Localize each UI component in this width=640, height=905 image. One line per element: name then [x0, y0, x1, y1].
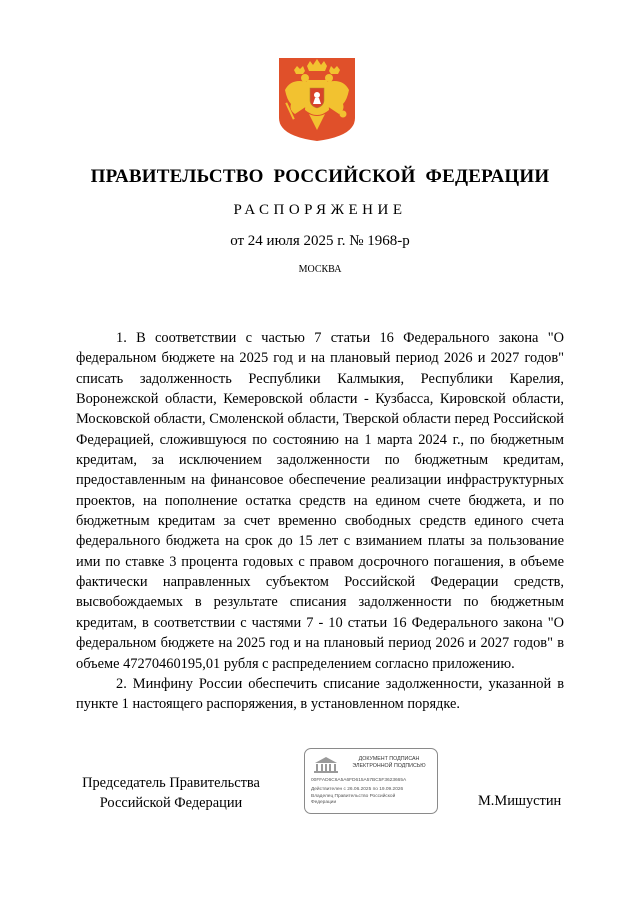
signer-title: [76, 773, 266, 813]
paragraph-1: 1. В соответствии с частью 7 статьи 16 Федерального закона "О федеральном бюджете на 2025 год и на плановый период 2026 и 2027 годов" списать задолженность Республики Калмыкия, Республики Карелия, Воронежской области, Кемеровской области - Кузбасса, Кировской области, Московской области, Смоленской области, Тверской области перед Российской Федерацией, сложившуюся по состоянию на 1 марта 2024 г., по бюджетным кредитам, за исключением задолженности по бюджетным кредитам, предоставленным на финансовое обеспечение реализации инфраструктурных проектов, на пополнение остатка средств на едином счете бюджета, и по бюджетным кредитам за счет временно свободных средств единого счета федерального бюджета на срок до 15 лет с взиманием платы за пользование ими по ставке 3 процента годовых с правом досрочного погашения, в объеме фактически направленных субъектом Российской Федерации средств, высвобождаемых в результате списания задолженности по бюджетным кредитам, в соответствии с частями 7 - 10 статьи 16 Федерального закона "О федеральном бюджете на 2025 год и на плановый период 2026 и 2027 годов" в объеме 47270460195,01 рубля с распределением согласно приложению.: [76, 330, 564, 672]
stamp-heading-line-2: ЭЛЕКТРОННОЙ ПОДПИСЬЮ: [352, 763, 426, 769]
stamp-certificate: 00FFAD6C6A5A6FD615A57BC5F3623665A: [311, 778, 407, 783]
paragraph-2: 2. Минфину России обеспечить списание задолженности, указанной в пункте 1 настоящего распоряжения, в установленном порядке.: [76, 675, 564, 713]
signer-name: М.Мишустин: [478, 793, 562, 809]
stamp-owner-line-2: Федерации: [311, 800, 337, 805]
government-title: ПРАВИТЕЛЬСТВО РОССИЙСКОЙ ФЕДЕРАЦИИ: [90, 166, 550, 187]
document-city: МОСКВА: [298, 264, 342, 275]
stamp-heading: [343, 756, 435, 770]
electronic-signature-stamp: [304, 748, 438, 814]
document-type: РАСПОРЯЖЕНИЕ: [233, 202, 407, 218]
stamp-validity: Действителен с 26.06.2025 по 19.09.2026: [311, 787, 404, 792]
document-body: [76, 328, 564, 715]
signer-title-line-1: Председатель Правительства: [82, 775, 260, 791]
government-building-icon: [313, 756, 339, 774]
document-date-number: от 24 июля 2025 г. № 1968-р: [230, 233, 410, 249]
stamp-owner-line-1: Владелец Правительство Российской: [311, 794, 396, 799]
coat-of-arms-icon: [277, 56, 357, 142]
stamp-heading-line-1: ДОКУМЕНТ ПОДПИСАН: [358, 756, 420, 762]
signer-title-line-2: Российской Федерации: [99, 795, 243, 811]
